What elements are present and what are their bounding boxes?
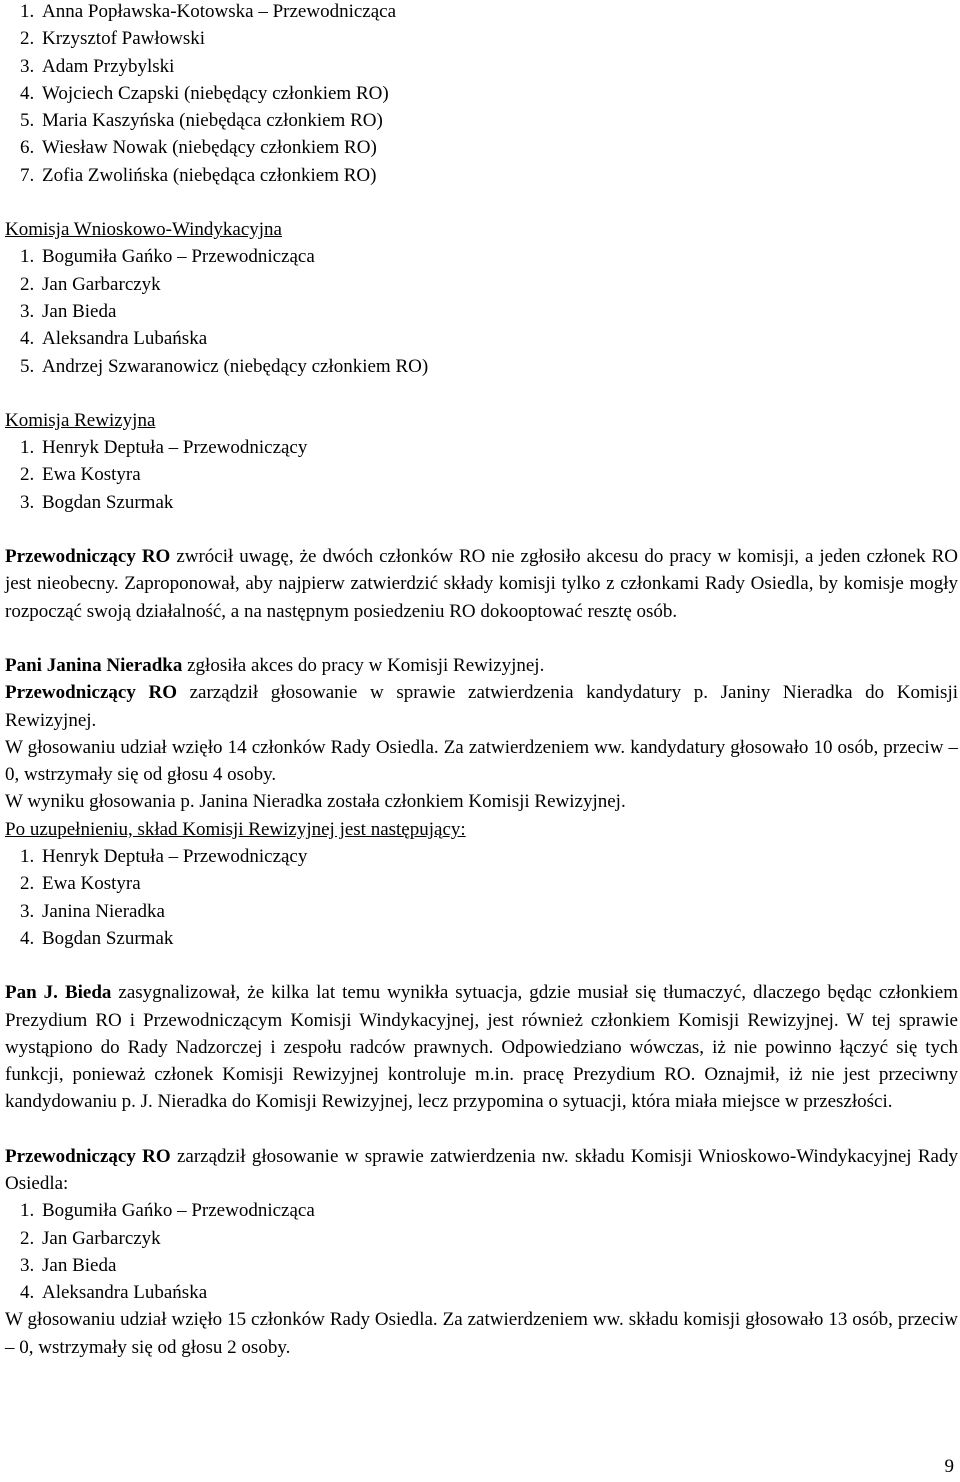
paragraph-text: zarządził głosowanie w sprawie zatwierdzenia kandydatury p. Janiny Nieradka do Komisji Rewizyjnej. bbox=[5, 682, 958, 731]
list-item: 1. Bogumiła Gańko – Przewodnicząca bbox=[39, 243, 958, 270]
list-item: 2. Jan Garbarczyk bbox=[39, 1225, 958, 1252]
speaker-label: Przewodniczący RO bbox=[5, 546, 171, 568]
list-item: 6. Wiesław Nowak (niebędący członkiem RO) bbox=[39, 134, 958, 161]
speaker-label: Przewodniczący RO bbox=[5, 682, 177, 704]
list-item: 4. Wojciech Czapski (niebędący członkiem RO) bbox=[39, 80, 958, 107]
paragraph-wynik-1: W wyniku głosowania p. Janina Nieradka została członkiem Komisji Rewizyjnej. bbox=[5, 791, 626, 813]
list-item: 3. Bogdan Szurmak bbox=[39, 489, 958, 516]
paragraph-text: zarządził głosowanie w sprawie zatwierdzenia nw. składu Komisji Wnioskowo-Windykacyjnej Rady Osiedla: bbox=[5, 1145, 958, 1194]
paragraph-wynik-glosowania-1: W głosowaniu udział wzięło 14 członków Rady Osiedla. Za zatwierdzeniem ww. kandydatury głosowało 10 osób, przeciw – 0, wstrzymały się od głosu 4 osoby. bbox=[5, 736, 958, 786]
komisja-rewizyjna-members bbox=[5, 434, 958, 516]
komisja-ww-final-members bbox=[5, 1197, 958, 1306]
page-number: 9 bbox=[944, 1456, 954, 1477]
list-item: 1. Henryk Deptuła – Przewodniczący bbox=[39, 843, 958, 870]
list-item: 2. Ewa Kostyra bbox=[39, 461, 958, 488]
spacer bbox=[5, 952, 958, 979]
list-item: 2. Ewa Kostyra bbox=[39, 870, 958, 897]
list-item: 7. Zofia Zwolińska (niebędąca członkiem RO) bbox=[39, 162, 958, 189]
paragraph-pan-bieda bbox=[5, 979, 958, 1115]
section-heading-uzupelnienie: Po uzupełnieniu, skład Komisji Rewizyjnej jest następujący: bbox=[5, 818, 466, 840]
list-item: 5. Maria Kaszyńska (niebędąca członkiem RO) bbox=[39, 107, 958, 134]
list-item: 2. Krzysztof Pawłowski bbox=[39, 25, 958, 52]
paragraph-text: zwrócił uwagę, że dwóch członków RO nie zgłosiło akcesu do pracy w komisji, a jeden członek RO jest nieobecny. Zaproponował, aby najpierw zatwierdzić składy komisji tylko z członkami Rady Osiedla, by komisje mogły rozpocząć swoją działalność, a na następnym posiedzeniu RO dokooptować resztę osób. bbox=[5, 546, 958, 622]
speaker-label: Bieda bbox=[64, 982, 112, 1004]
list-item: 3. Jan Bieda bbox=[39, 298, 958, 325]
list-item: 3. Jan Bieda bbox=[39, 1252, 958, 1279]
spacer bbox=[5, 380, 958, 407]
spacer bbox=[5, 516, 958, 543]
list-item: 3. Janina Nieradka bbox=[39, 898, 958, 925]
speaker-label: Pan J. bbox=[5, 982, 58, 1004]
committee-list-top bbox=[5, 0, 958, 189]
spacer bbox=[5, 625, 958, 652]
speaker-label: Pani Janina Nieradka bbox=[5, 654, 183, 676]
komisja-rewizyjna-updated-members bbox=[5, 843, 958, 952]
paragraph-text: zgłosiła akces do pracy w Komisji Rewizyjnej. bbox=[182, 654, 545, 676]
list-item: 1. Anna Popławska-Kotowska – Przewodnicząca bbox=[39, 0, 958, 25]
spacer bbox=[5, 1116, 958, 1143]
paragraph-wynik-glosowania-2: W głosowaniu udział wzięło 15 członków Rady Osiedla. Za zatwierdzeniem ww. składu komisji głosowało 13 osób, przeciw – 0, wstrzymały się od głosu 2 osoby. bbox=[5, 1309, 958, 1358]
paragraph-glosowanie-skladu bbox=[5, 1143, 958, 1198]
list-item: 5. Andrzej Szwaranowicz (niebędący członkiem RO) bbox=[39, 353, 958, 380]
paragraph-glosowanie-kandydatury bbox=[5, 679, 958, 734]
list-item: 4. Aleksandra Lubańska bbox=[39, 1279, 958, 1306]
list-item: 3. Adam Przybylski bbox=[39, 53, 958, 80]
list-item: 4. Aleksandra Lubańska bbox=[39, 325, 958, 352]
document-content bbox=[5, 0, 958, 1361]
speaker-label: Przewodniczący RO bbox=[5, 1145, 171, 1167]
paragraph-akces bbox=[5, 652, 958, 679]
spacer bbox=[5, 189, 958, 216]
section-heading-komisja-ww: Komisja Wnioskowo-Windykacyjna bbox=[5, 219, 282, 241]
list-item: 1. Bogumiła Gańko – Przewodnicząca bbox=[39, 1197, 958, 1224]
list-item: 1. Henryk Deptuła – Przewodniczący bbox=[39, 434, 958, 461]
list-item: 4. Bogdan Szurmak bbox=[39, 925, 958, 952]
komisja-ww-members bbox=[5, 243, 958, 379]
list-item: 2. Jan Garbarczyk bbox=[39, 271, 958, 298]
paragraph-przewodniczacy-uwaga bbox=[5, 543, 958, 625]
section-heading-komisja-rewizyjna: Komisja Rewizyjna bbox=[5, 409, 156, 431]
paragraph-text: zasygnalizował, że kilka lat temu wynikła sytuacja, gdzie musiał się tłumaczyć, dlaczego będąc członkiem Prezydium RO i Przewodniczącym Komisji Windykacyjnej, jest również członkiem Komisji Rewizyjnej. W tej sprawie wystąpiono do Rady Nadzorczej i zespołu radców prawnych. Odpowiedziano wówczas, iż nie powinno łączyć się tych funkcji, ponieważ członek Komisji Rewizyjnej kontroluje m.in. pracę Prezydium RO. Oznajmił, iż nie jest przeciwny kandydowaniu p. J. Nieradka do Komisji Rewizyjnej, lecz przypomina o sytuacji, która miała miejsce w przeszłości. bbox=[5, 982, 958, 1113]
